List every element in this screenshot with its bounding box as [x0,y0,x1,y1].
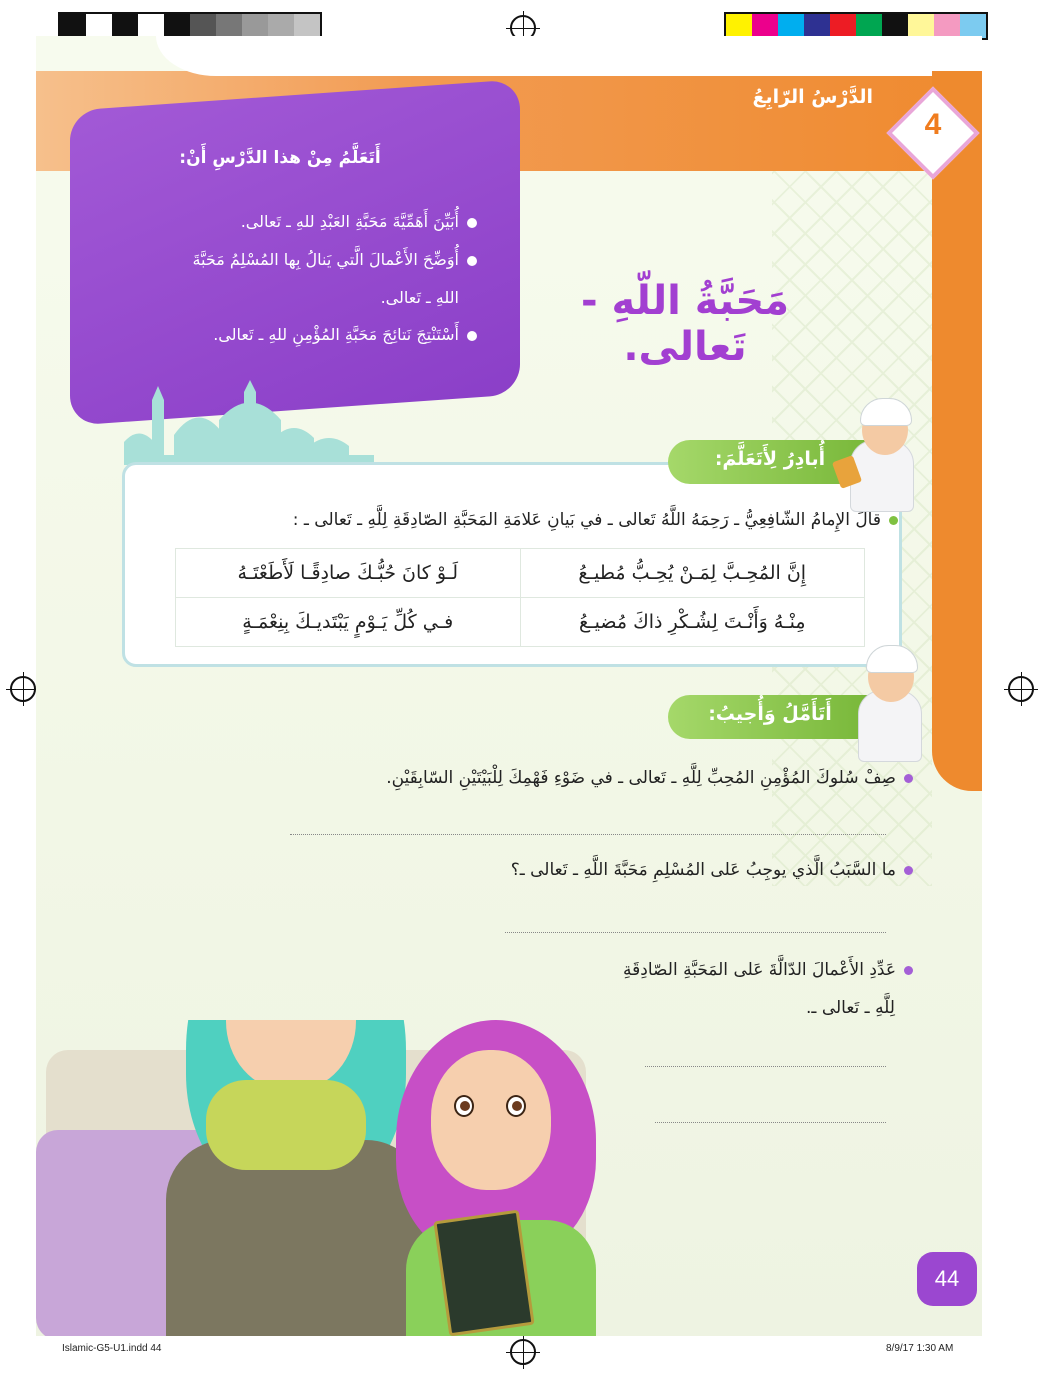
bullet-icon [889,516,898,525]
objective-item-continued: اللهِ ـ تَعالى. [380,288,459,307]
bullet-icon [467,218,477,228]
section-label-reflect: أَتَأَمَّلُ وَأُجيبُ: [708,703,832,725]
question-3-continued: لِلَّهِ ـ تَعالى ـ. [806,998,895,1018]
answer-line[interactable] [505,932,886,933]
crop-mark-icon [510,1339,536,1365]
bullet-icon [467,256,477,266]
bullet-icon [904,866,913,875]
footer-file: Islamic-G5-U1.indd 44 [62,1343,162,1354]
side-band [932,71,982,791]
objective-item: أُبَيِّنَ أَهَمِّيَّةَ مَحَبَّةِ العَبْدِ للهِ ـ تَعالى. [57,212,477,231]
daughter-face [431,1050,551,1190]
answer-line[interactable] [645,1066,886,1067]
answer-line[interactable] [290,834,886,835]
verse-second-half: إِنَّ المُحِـبَّ لِمَـنْ يُحِـبُّ مُطيـعُ [520,549,865,598]
poem-verse [176,598,865,647]
poem-intro: قالَ الإِمامُ الشّافِعِيُّ ـ رَحِمَهُ اللَّهُ تَعالى ـ في بَيانِ عَلامَةِ المَحَبَّةِ الصّادِقَةِ لِلَّهِ ـ تَعالى ـ : [198,510,898,530]
objective-item: أُوَضِّحَ الأَعْمالَ الَّتي يَنالُ بِها المُسْلِمُ مَحَبَّةَ [57,250,477,269]
lesson-title: مَحَبَّةُ اللّهِ - تَعالى. [581,278,789,370]
section-label-initiate: أُبادِرُ لِأَتَعَلَّمَ: [714,448,826,470]
mother-scarf [206,1080,366,1170]
answer-line[interactable] [655,1122,886,1123]
bullet-icon [904,774,913,783]
lesson-label: الدَّرْسُ الرّابِعُ [752,86,873,108]
footer-date: 8/9/17 1:30 AM [886,1343,954,1354]
eye [506,1095,526,1117]
eye [454,1095,474,1117]
header-swoop [156,36,982,76]
poem-table [175,548,865,647]
verse-second-half: مِنْـهُ وَأَنْـتَ لِشُـكْرِ ذاكَ مُضيـعُ [520,598,865,647]
question-2: ما السَّبَبُ الَّذي يوجِبُ عَلى المُسْلِمِ مَحَبَّةَ اللَّهِ ـ تَعالى ـ؟ [353,860,913,880]
objectives-title: أَتَعَلَّمُ مِنْ هذا الدَّرْسِ أَنْ: [179,148,381,168]
quran-book-icon [433,1210,534,1336]
crop-mark-icon [10,676,36,702]
verse-first-half: لَـوْ كانَ حُبُّـكَ صادِقًـا لَأَطَعْتَـهُ [176,549,521,598]
mother-daughter-illustration [36,1020,596,1336]
lesson-number: 4 [924,108,942,141]
bullet-icon [904,966,913,975]
verse-first-half: فـي كُلِّ يَـوْمٍ يَبْتَديـكَ بِنِعْمَـةٍ [176,598,521,647]
page-number: 44 [934,1266,960,1291]
question-3: عَدِّدِ الأَعْمالَ الدّالَّةَ عَلى المَحَبَّةِ الصّادِقَةِ [493,960,913,980]
question-1: صِفْ سُلوكَ المُؤْمِنِ المُحِبِّ لِلَّهِ ـ تَعالى ـ في ضَوْءِ فَهْمِكَ لِلْبَيْتَيْنِ السّابِقَيْنِ. [193,768,913,788]
bullet-icon [467,331,477,341]
poem-verse [176,549,865,598]
objective-item: أَسْتَنْتِجَ نَتائِجَ مَحَبَّةِ المُؤْمِنِ للهِ ـ تَعالى. [57,325,477,344]
mosque-silhouette-icon [124,380,374,465]
crop-mark-icon [1008,676,1034,702]
